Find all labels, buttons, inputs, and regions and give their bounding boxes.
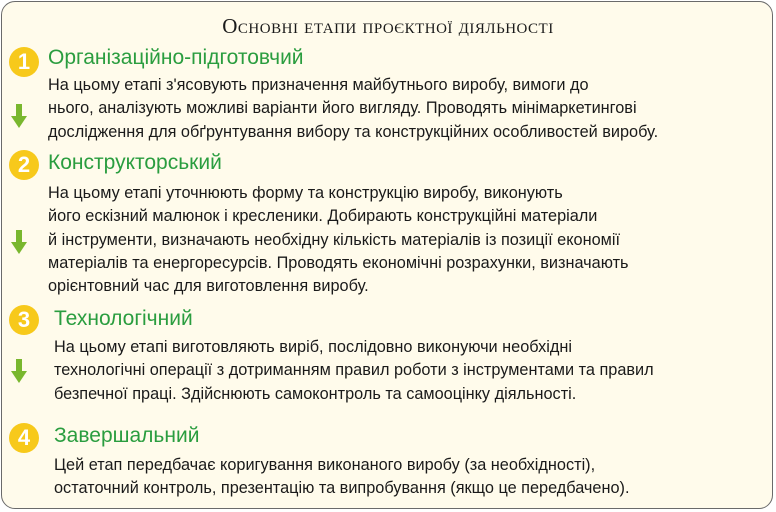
stage-2-line: На цьому етапі уточнюють форму та конструкцію виробу, виконують — [48, 184, 563, 202]
arrow-down-icon — [11, 104, 27, 128]
stage-2-line: орієнтовний час для виготовлення виробу. — [48, 277, 369, 296]
stage-1-description — [48, 74, 658, 144]
stage-2-title: Конструкторський — [48, 151, 222, 174]
arrow-down-icon — [11, 230, 27, 254]
stage-4-line: Цей етап передбачає коригування виконаного виробу (за необхідності), — [54, 456, 596, 474]
stage-2-description — [48, 182, 629, 298]
stage-4-line: остаточний контроль, презентацію та випробування (якщо це передбачено). — [54, 479, 630, 498]
stage-1-line: нього, аналізують можливі варіанти його вигляду. Проводять мінімаркетингові — [48, 99, 637, 118]
stage-3-line: технологічні операції з дотриманням правил роботи з інструментами та правил — [54, 361, 654, 380]
stage-3-title: Технологічний — [54, 307, 193, 330]
stage-4-description — [54, 454, 629, 501]
stage-4-number-badge: 4 — [9, 423, 39, 453]
stage-4-title: Завершальний — [54, 424, 200, 447]
stage-3-number-badge: 3 — [9, 305, 39, 335]
stage-3-description — [54, 336, 654, 406]
stage-1-number-badge: 1 — [9, 47, 39, 77]
page-title: Основні етапи проєктної діяльності — [222, 14, 554, 38]
stage-2-line: матеріалів та енергоресурсів. Проводять економічні розрахунки, визначають — [48, 253, 629, 272]
stage-1-title: Організаційно-підготовчий — [48, 46, 304, 69]
stage-2-number-badge: 2 — [9, 150, 39, 180]
arrow-down-icon — [11, 359, 27, 383]
stage-3-line: безпечної праці. Здійснюють самоконтроль та самооцінку діяльності. — [54, 384, 577, 403]
stage-1-line: На цьому етапі з'ясовують призначення майбутнього виробу, вимоги до — [48, 76, 589, 94]
stage-1-line: дослідження для обґрунтування вибору та конструкційних особливостей виробу. — [48, 122, 659, 141]
stage-2-line: й інструменти, визначають необхідну кількість матеріалів із позиції економії — [48, 230, 620, 249]
stage-2-line: його ескізний малюнок і кресленики. Добирають конструкційні матеріали — [48, 207, 598, 226]
stage-3-line: На цьому етапі виготовляють виріб, послідовно виконуючи необхідні — [54, 338, 572, 356]
